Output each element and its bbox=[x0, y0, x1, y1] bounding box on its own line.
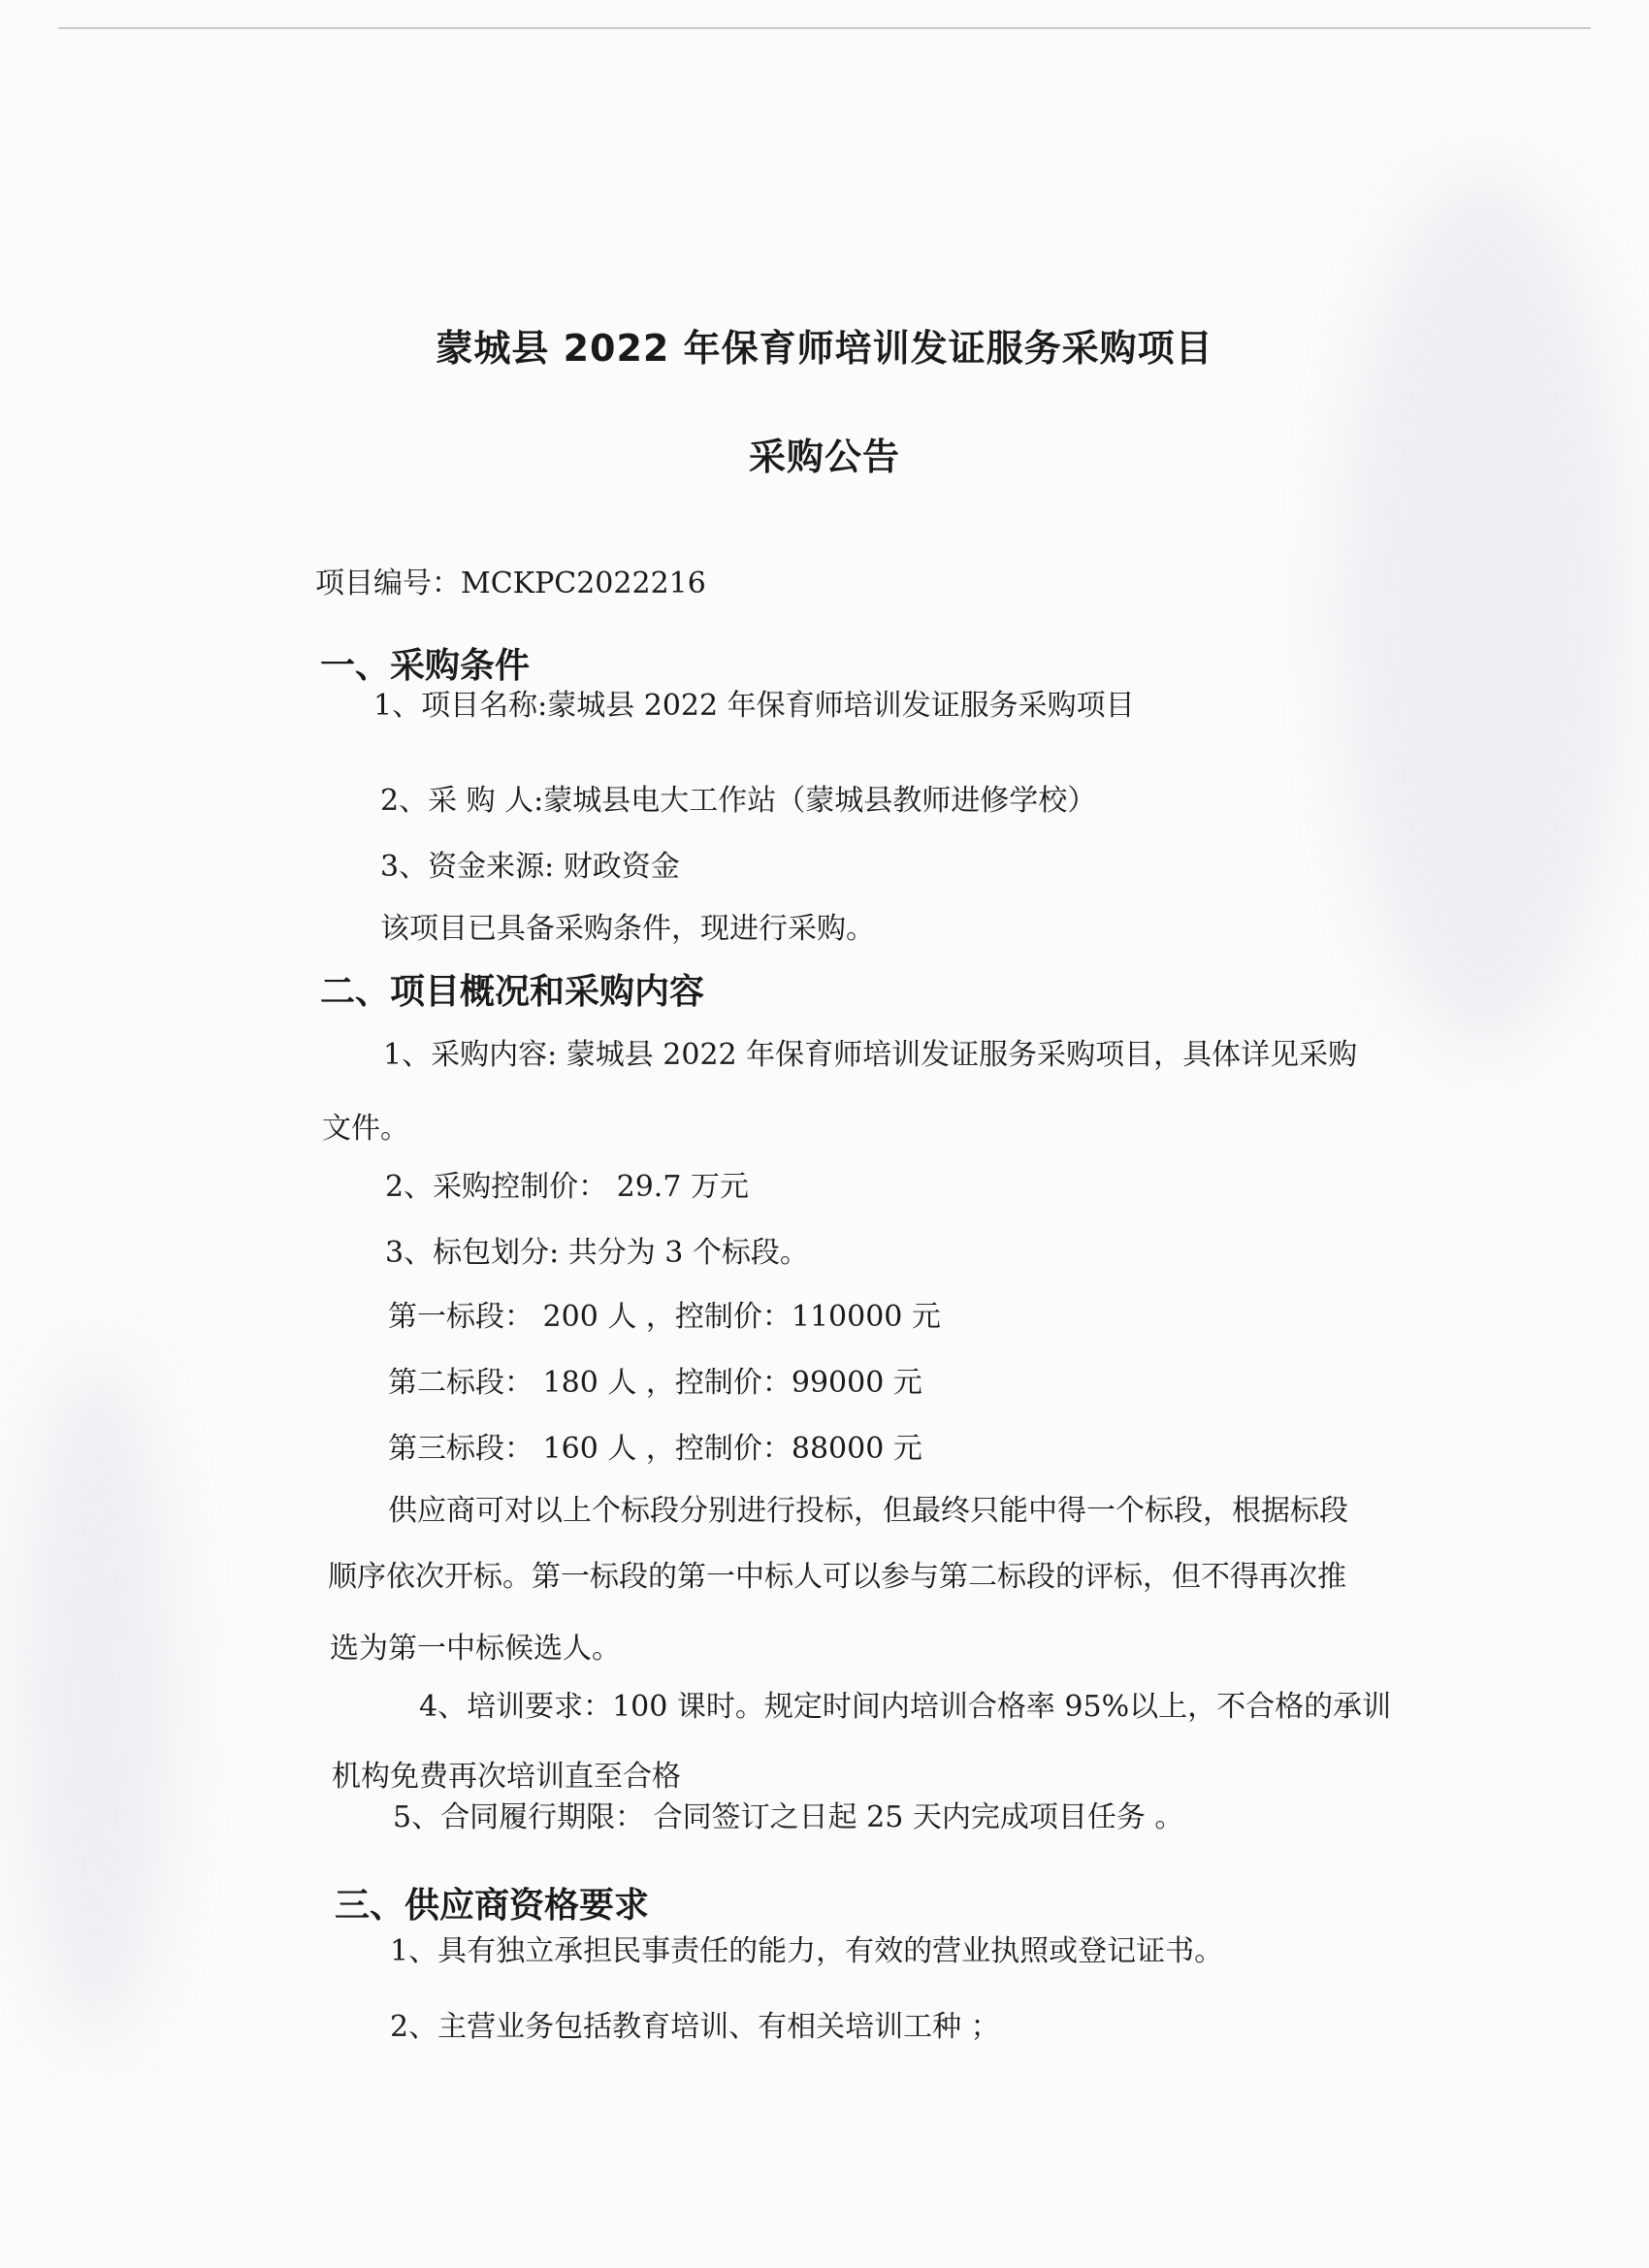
document-title: 蒙城县 2022 年保育师培训发证服务采购项目 bbox=[436, 327, 1213, 370]
section-line: 选为第一中标候选人。 bbox=[330, 1632, 621, 1666]
section-line: 文件。 bbox=[322, 1112, 409, 1146]
section-line: 3、资金来源: 财政资金 bbox=[380, 850, 680, 884]
section-line: 顺序依次开标。第一标段的第一中标人可以参与第二标段的评标，但不得再次推 bbox=[328, 1560, 1346, 1594]
section-line: 供应商可对以上个标段分别进行投标，但最终只能中得一个标段，根据标段 bbox=[388, 1494, 1348, 1528]
section-line: 第二标段： 180 人 ，控制价：99000 元 bbox=[388, 1366, 922, 1400]
section-line: 5、合同履行期限： 合同签订之日起 25 天内完成项目任务 。 bbox=[393, 1800, 1184, 1834]
scan-edge-line bbox=[58, 27, 1591, 29]
scan-shadow bbox=[1339, 175, 1630, 1048]
section-line: 4、培训要求：100 课时。规定时间内培训合格率 95%以上，不合格的承训 bbox=[419, 1690, 1392, 1724]
section-line: 2、采 购 人:蒙城县电大工作站（蒙城县教师进修学校） bbox=[380, 784, 1097, 818]
section-line: 1、具有独立承担民事责任的能力，有效的营业执照或登记证书。 bbox=[390, 1934, 1224, 1968]
section-line: 2、采购控制价： 29.7 万元 bbox=[385, 1170, 749, 1204]
section-line: 第三标段： 160 人 ，控制价：88000 元 bbox=[388, 1432, 922, 1466]
section-line: 该项目已具备采购条件，现进行采购。 bbox=[380, 912, 875, 946]
section-heading: 三、供应商资格要求 bbox=[335, 1886, 650, 1926]
section-line: 3、标包划分: 共分为 3 个标段。 bbox=[385, 1236, 809, 1270]
section-heading: 二、项目概况和采购内容 bbox=[320, 972, 705, 1012]
section-line: 2、主营业务包括教育培训、有相关培训工种 ； bbox=[390, 2010, 1000, 2044]
section-line: 第一标段： 200 人 ，控制价：110000 元 bbox=[388, 1300, 941, 1334]
section-line: 1、采购内容: 蒙城县 2022 年保育师培训发证服务采购项目，具体详见采购 bbox=[383, 1038, 1358, 1072]
section-heading: 一、采购条件 bbox=[320, 646, 531, 686]
section-line: 机构免费再次培训直至合格 bbox=[332, 1760, 681, 1794]
scan-shadow bbox=[19, 1358, 175, 2037]
section-line: 1、项目名称:蒙城县 2022 年保育师培训发证服务采购项目 bbox=[373, 689, 1135, 723]
document-subtitle: 采购公告 bbox=[748, 436, 900, 478]
project-number: 项目编号：MCKPC2022216 bbox=[315, 567, 706, 600]
